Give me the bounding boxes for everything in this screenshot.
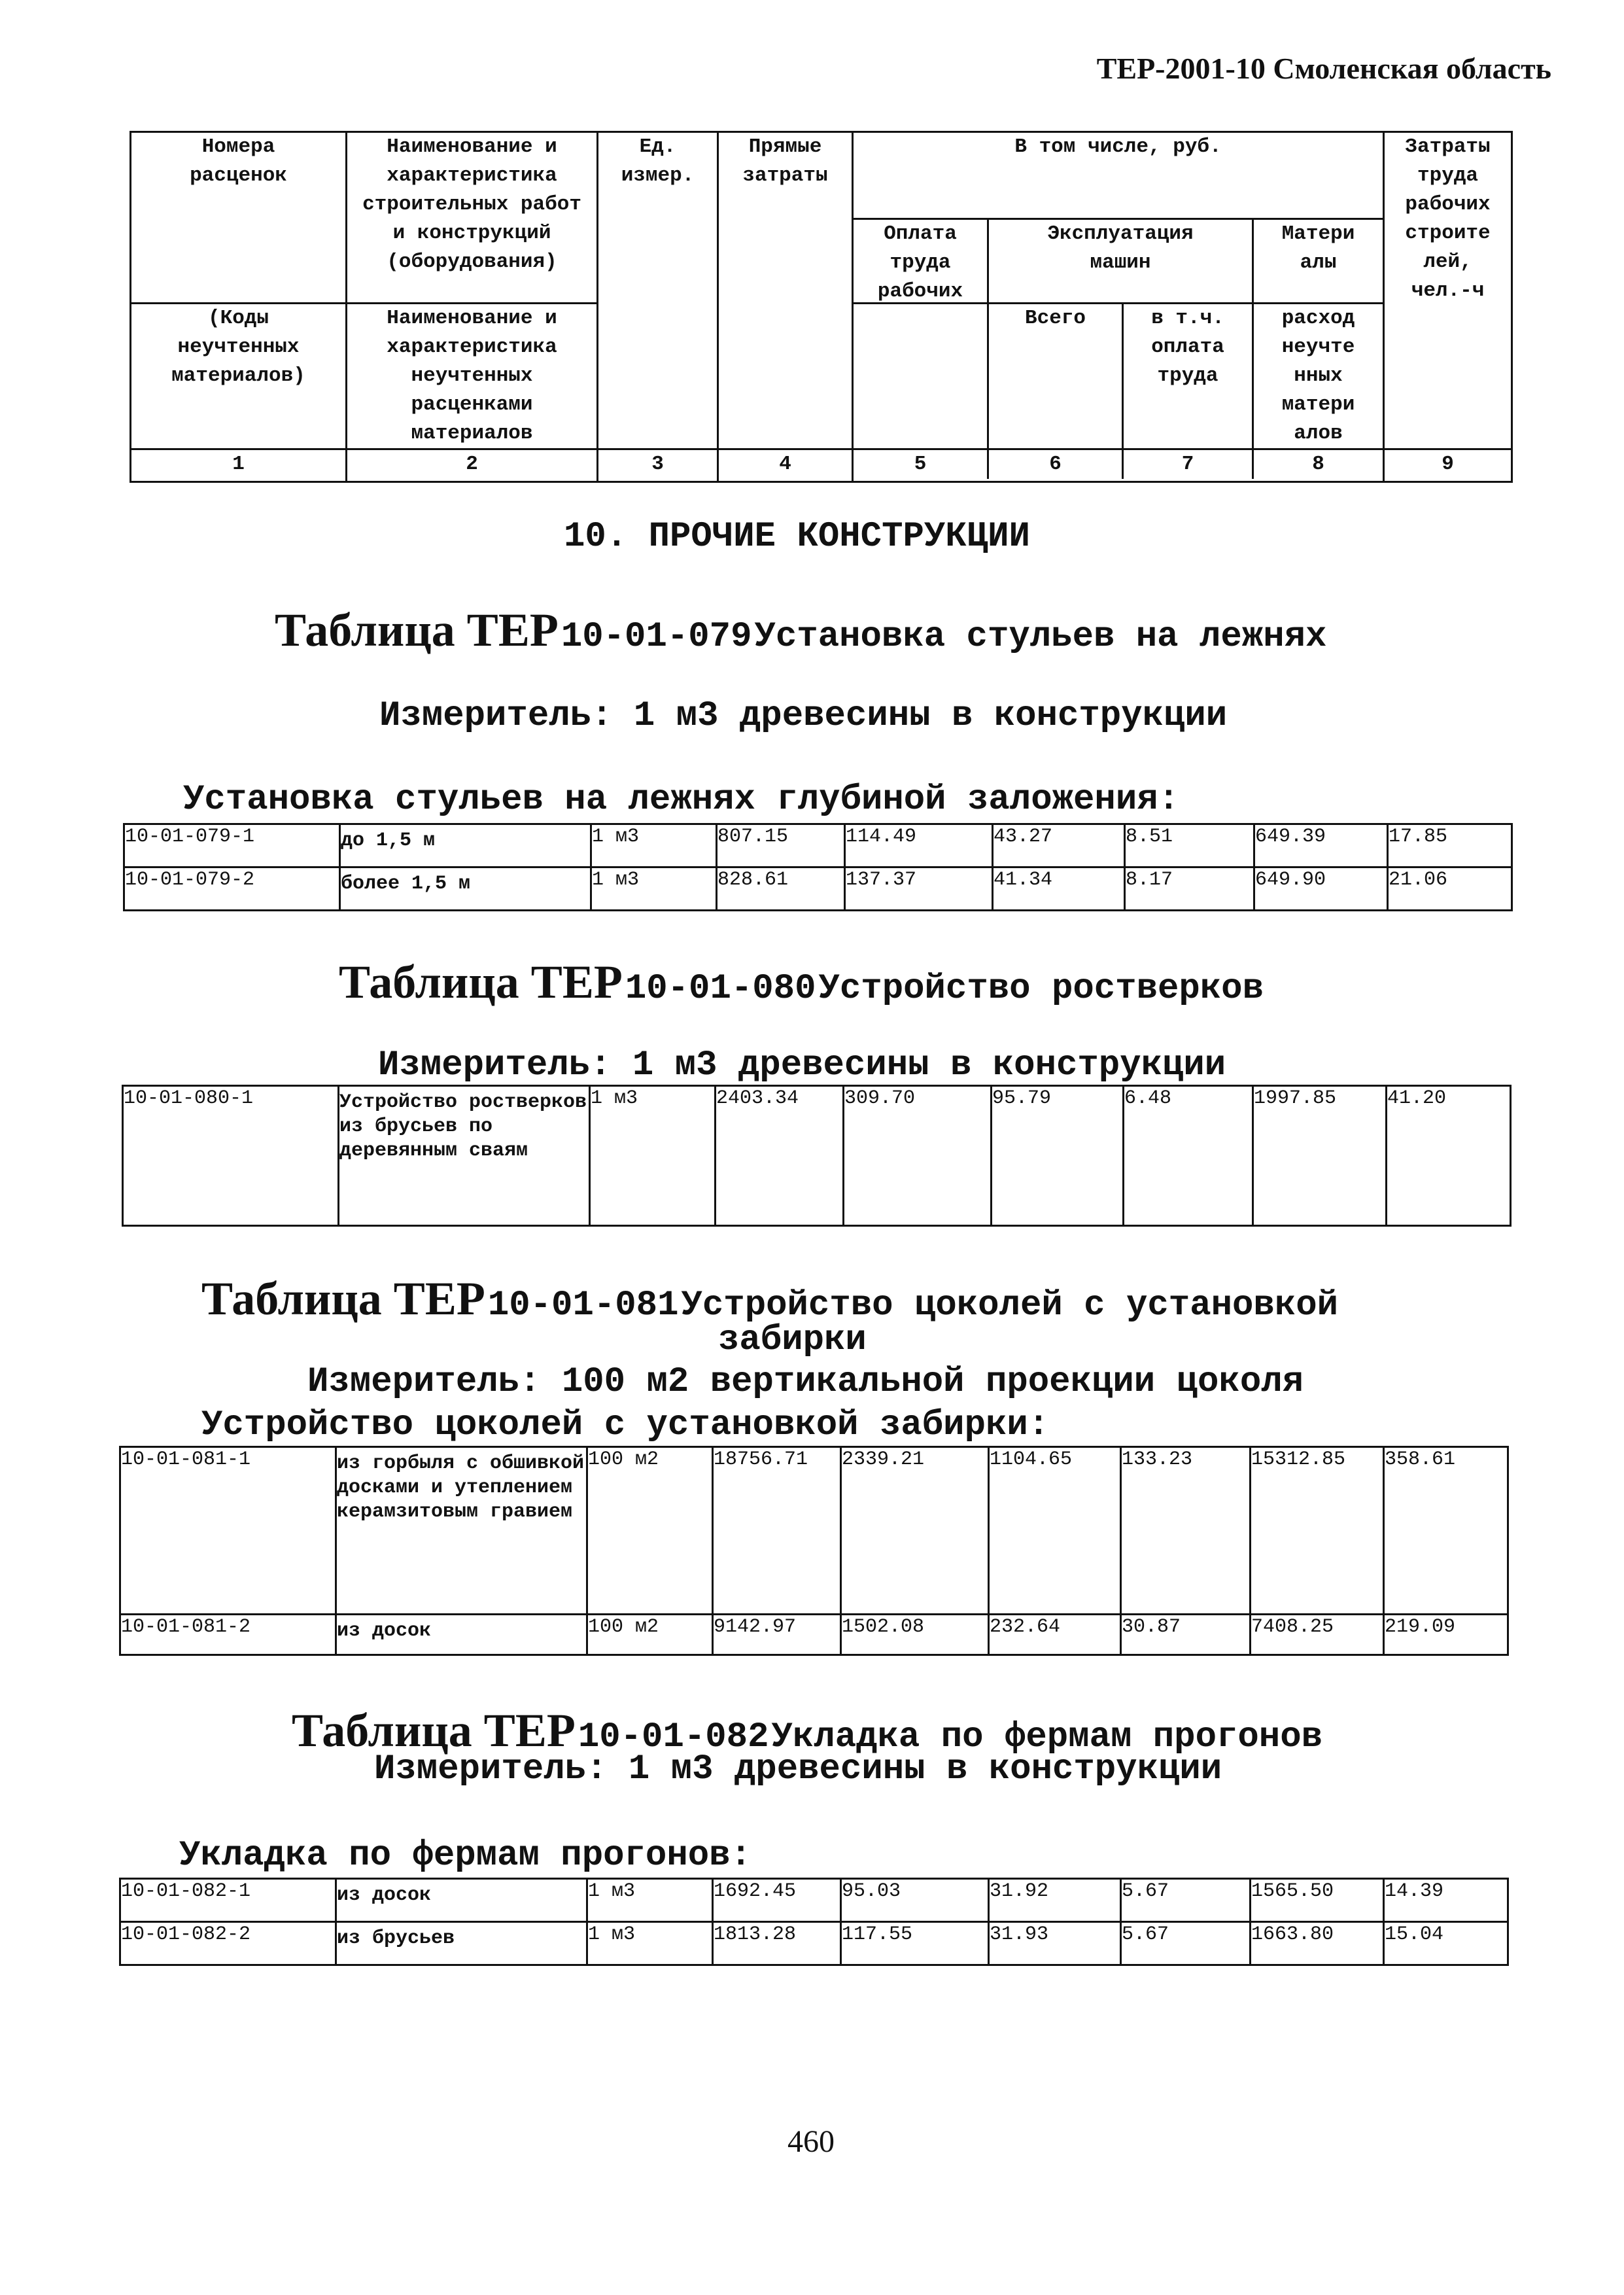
cell: 15312.85 <box>1251 1447 1384 1615</box>
header-labor: Затраты труда рабочих строите лей, чел.-ч <box>1384 132 1512 449</box>
cell: 114.49 <box>845 824 993 867</box>
cell: 649.90 <box>1254 867 1388 911</box>
cell: 1502.08 <box>841 1615 989 1655</box>
header-subgroup <box>853 304 1384 449</box>
table-prefix: Таблица ТЕР <box>275 604 559 656</box>
cell: 1 м3 <box>590 1086 716 1226</box>
cell: 358.61 <box>1384 1447 1508 1615</box>
cell: 18756.71 <box>713 1447 841 1615</box>
table-row <box>120 1447 1508 1615</box>
header-material-name: Наименование и характеристика неучтенных расценками материалов <box>347 304 598 449</box>
cell: 7408.25 <box>1251 1615 1384 1655</box>
table-079 <box>123 823 1513 911</box>
table-row <box>123 1086 1511 1226</box>
cell: 5.67 <box>1121 1879 1251 1922</box>
header-num-9: 9 <box>1384 449 1512 482</box>
table-row <box>120 1615 1508 1655</box>
cell: 807.15 <box>717 824 845 867</box>
table-code: 10-01-080 <box>625 969 816 1009</box>
cell: из досок <box>336 1615 587 1655</box>
cell: 15.04 <box>1384 1922 1508 1965</box>
header-num-4: 4 <box>718 449 853 482</box>
cell: из горбыля с обшивкой досками и утеплением керамзитовым гравием <box>336 1447 587 1615</box>
table-prefix: Таблица ТЕР <box>292 1704 576 1757</box>
header-machines: Эксплуатация машин <box>989 220 1254 302</box>
cell: 1692.45 <box>713 1879 841 1922</box>
cell: 41.20 <box>1387 1086 1511 1226</box>
table-row <box>124 824 1512 867</box>
header-num-8: 8 <box>1312 453 1324 476</box>
cell: 8.51 <box>1125 824 1254 867</box>
cell: 10-01-079-2 <box>124 867 340 911</box>
column-header-table <box>130 131 1513 483</box>
table-name: Устройство цоколей с установкой <box>681 1286 1339 1325</box>
page-header: ТЕР-2001-10 Смоленская область <box>1096 52 1551 85</box>
cell: 10-01-082-1 <box>120 1879 336 1922</box>
cell: 1663.80 <box>1251 1922 1384 1965</box>
cell: 2403.34 <box>716 1086 844 1226</box>
cell: 31.93 <box>989 1922 1121 1965</box>
section-title: 10. ПРОЧИЕ КОНСТРУКЦИИ <box>564 517 1030 557</box>
header-unit: Ед. измер. <box>598 132 718 449</box>
table-title-080 <box>339 955 1264 1009</box>
page-number: 460 <box>787 2124 835 2159</box>
cell: 31.92 <box>989 1879 1121 1922</box>
table-title-081 <box>201 1272 1338 1326</box>
cell: 5.67 <box>1121 1922 1251 1965</box>
cell: 10-01-080-1 <box>123 1086 339 1226</box>
table-row <box>124 867 1512 911</box>
measure-081: Измеритель: 100 м2 вертикальной проекции цоколя <box>307 1362 1304 1402</box>
header-num-5: 5 <box>854 450 989 479</box>
header-num-5-8 <box>853 449 1384 482</box>
cell: 10-01-082-2 <box>120 1922 336 1965</box>
header-group-title: В том числе, руб. <box>1014 135 1222 158</box>
table-title-079 <box>275 603 1326 657</box>
header-rate-number: Номера расценок <box>131 132 347 304</box>
cell: 43.27 <box>993 824 1125 867</box>
table-prefix: Таблица ТЕР <box>339 956 623 1008</box>
table-name: Установка стульев на лежнях <box>754 617 1327 657</box>
header-unaccounted-materials: расход неучте нных матери алов <box>1281 307 1355 445</box>
cell: 1 м3 <box>587 1922 713 1965</box>
header-num-6: 6 <box>989 450 1124 479</box>
cell: 1997.85 <box>1253 1086 1387 1226</box>
subtitle-082: Укладка по фермам прогонов: <box>179 1836 752 1876</box>
cell: 117.55 <box>841 1922 989 1965</box>
header-num-1: 1 <box>131 449 347 482</box>
subtitle-079: Установка стульев на лежнях глубиной заложения: <box>183 780 1180 820</box>
subtitle-081: Устройство цоколей с установкой забирки: <box>201 1405 1050 1445</box>
cell: 6.48 <box>1124 1086 1253 1226</box>
table-082 <box>119 1878 1509 1966</box>
cell: 95.79 <box>992 1086 1124 1226</box>
table-name-081-line2: забирки <box>718 1320 867 1360</box>
cell: 137.37 <box>845 867 993 911</box>
cell: 17.85 <box>1388 824 1512 867</box>
cell: до 1,5 м <box>340 824 591 867</box>
cell: 10-01-079-1 <box>124 824 340 867</box>
header-work-name: Наименование и характеристика строительных работ и конструкций (оборудования) <box>347 132 598 304</box>
table-080 <box>122 1085 1512 1227</box>
table-row <box>120 1922 1508 1965</box>
cell: 41.34 <box>993 867 1125 911</box>
cell: 1 м3 <box>591 867 717 911</box>
cell: 1104.65 <box>989 1447 1121 1615</box>
cell: 14.39 <box>1384 1879 1508 1922</box>
header-group <box>853 132 1384 304</box>
cell: Устройство ростверков из брусьев по деревянным сваям <box>339 1086 590 1226</box>
cell: из досок <box>336 1879 587 1922</box>
cell: 100 м2 <box>587 1447 713 1615</box>
cell: 95.03 <box>841 1879 989 1922</box>
header-material-codes: (Коды неучтенных материалов) <box>131 304 347 449</box>
cell: 219.09 <box>1384 1615 1508 1655</box>
table-code: 10-01-082 <box>578 1717 769 1757</box>
table-code: 10-01-079 <box>561 617 752 657</box>
table-name: Укладка по фермам прогонов <box>771 1717 1323 1757</box>
table-name: Устройство ростверков <box>818 969 1264 1009</box>
header-machines-wages: в т.ч. оплата труда <box>1124 304 1254 448</box>
cell: 133.23 <box>1121 1447 1251 1615</box>
cell: 649.39 <box>1254 824 1388 867</box>
measure-079: Измеритель: 1 м3 древесины в конструкции <box>379 696 1228 736</box>
header-num-3: 3 <box>598 449 718 482</box>
cell: 8.17 <box>1125 867 1254 911</box>
header-direct-costs: Прямые затраты <box>718 132 853 449</box>
cell: 1565.50 <box>1251 1879 1384 1922</box>
cell: более 1,5 м <box>340 867 591 911</box>
cell: 309.70 <box>844 1086 992 1226</box>
cell: 828.61 <box>717 867 845 911</box>
cell: 232.64 <box>989 1615 1121 1655</box>
table-code: 10-01-081 <box>487 1286 679 1325</box>
cell: 1 м3 <box>587 1879 713 1922</box>
header-machines-total: Всего <box>989 304 1124 448</box>
table-081 <box>119 1446 1509 1656</box>
cell: 2339.21 <box>841 1447 989 1615</box>
cell: 10-01-081-1 <box>120 1447 336 1615</box>
measure-080: Измеритель: 1 м3 древесины в конструкции <box>378 1045 1226 1085</box>
cell: 21.06 <box>1388 867 1512 911</box>
cell: 100 м2 <box>587 1615 713 1655</box>
cell: 1813.28 <box>713 1922 841 1965</box>
cell: 30.87 <box>1121 1615 1251 1655</box>
cell: 10-01-081-2 <box>120 1615 336 1655</box>
header-num-2: 2 <box>347 449 598 482</box>
cell: 9142.97 <box>713 1615 841 1655</box>
header-materials: Матери алы <box>1281 222 1355 274</box>
measure-082: Измеритель: 1 м3 древесины в конструкции <box>374 1749 1222 1789</box>
cell: 1 м3 <box>591 824 717 867</box>
table-prefix: Таблица ТЕР <box>201 1272 485 1325</box>
cell: из брусьев <box>336 1922 587 1965</box>
header-num-7: 7 <box>1124 450 1254 479</box>
header-wages: Оплата труда рабочих <box>854 220 989 302</box>
table-row <box>120 1879 1508 1922</box>
